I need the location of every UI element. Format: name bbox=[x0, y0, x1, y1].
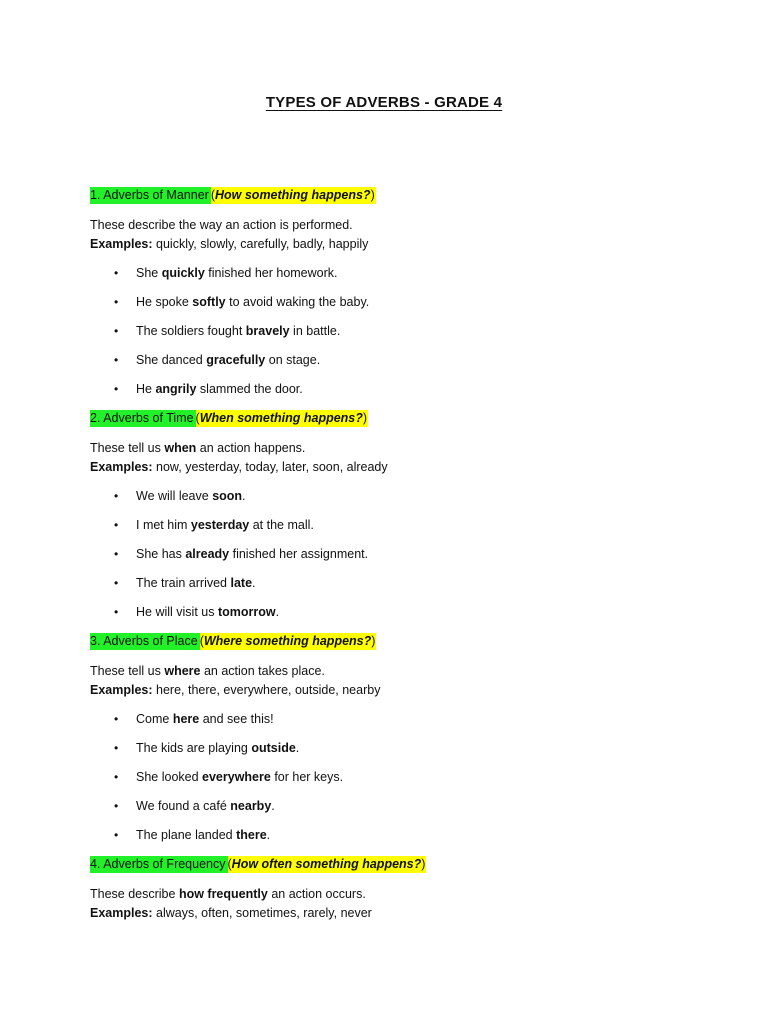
description-line: These describe the way an action is performed. bbox=[90, 218, 353, 232]
examples-label: Examples: bbox=[90, 460, 153, 474]
bullet-icon: • bbox=[114, 576, 119, 590]
section-adverbs-of-place bbox=[90, 632, 690, 855]
section-heading bbox=[90, 186, 690, 204]
examples-line bbox=[90, 235, 690, 254]
description-line: These describe how frequently an action occurs. bbox=[90, 887, 366, 901]
examples-list: always, often, sometimes, rarely, never bbox=[156, 906, 372, 920]
description-line: These tell us when an action happens. bbox=[90, 441, 306, 455]
section-heading-question: (How often something happens?) bbox=[227, 856, 426, 871]
section-adverbs-of-frequency bbox=[90, 855, 690, 923]
list-item: • He spoke softly to avoid waking the baby. bbox=[90, 293, 690, 322]
bullet-icon: • bbox=[114, 266, 119, 280]
section-heading-label: 4. Adverbs of Frequency bbox=[90, 856, 226, 871]
list-item: • The train arrived late. bbox=[90, 574, 690, 603]
list-item: • He will visit us tomorrow. bbox=[90, 603, 690, 632]
bullet-icon: • bbox=[114, 353, 119, 367]
section-heading bbox=[90, 632, 690, 650]
bullet-icon: • bbox=[114, 741, 119, 755]
page-title-text: TYPES OF ADVERBS - GRADE 4 bbox=[265, 94, 503, 111]
examples-label: Examples: bbox=[90, 906, 153, 920]
bullet-icon: • bbox=[114, 770, 119, 784]
bullet-icon: • bbox=[114, 295, 119, 309]
bullet-icon: • bbox=[114, 828, 119, 842]
example-sentences-list bbox=[90, 264, 690, 409]
bullet-icon: • bbox=[114, 605, 119, 619]
examples-line bbox=[90, 904, 690, 923]
examples-list: now, yesterday, today, later, soon, already bbox=[156, 460, 388, 474]
list-item: • We found a café nearby. bbox=[90, 797, 690, 826]
section-heading-label: 2. Adverbs of Time bbox=[90, 410, 194, 425]
list-item: • The kids are playing outside. bbox=[90, 739, 690, 768]
bullet-icon: • bbox=[114, 547, 119, 561]
examples-line bbox=[90, 681, 690, 700]
section-heading-question: (When something happens?) bbox=[195, 410, 368, 425]
section-description bbox=[90, 439, 690, 477]
list-item: • He angrily slammed the door. bbox=[90, 380, 690, 409]
list-item: • She has already finished her assignment. bbox=[90, 545, 690, 574]
section-heading bbox=[90, 409, 690, 427]
bullet-icon: • bbox=[114, 382, 119, 396]
section-adverbs-of-manner bbox=[90, 186, 690, 409]
examples-label: Examples: bbox=[90, 683, 153, 697]
examples-list: here, there, everywhere, outside, nearby bbox=[156, 683, 381, 697]
page-title bbox=[0, 94, 768, 112]
list-item: • Come here and see this! bbox=[90, 710, 690, 739]
section-description bbox=[90, 662, 690, 700]
list-item: • I met him yesterday at the mall. bbox=[90, 516, 690, 545]
section-description bbox=[90, 216, 690, 254]
section-description bbox=[90, 885, 690, 923]
bullet-icon: • bbox=[114, 324, 119, 338]
list-item: • She danced gracefully on stage. bbox=[90, 351, 690, 380]
section-heading-question: (Where something happens?) bbox=[199, 633, 376, 648]
example-sentences-list bbox=[90, 710, 690, 855]
list-item: • The soldiers fought bravely in battle. bbox=[90, 322, 690, 351]
list-item: • The plane landed there. bbox=[90, 826, 690, 855]
list-item: • She looked everywhere for her keys. bbox=[90, 768, 690, 797]
section-adverbs-of-time bbox=[90, 409, 690, 632]
section-heading-label: 3. Adverbs of Place bbox=[90, 633, 198, 648]
examples-label: Examples: bbox=[90, 237, 153, 251]
description-line: These tell us where an action takes place. bbox=[90, 664, 325, 678]
bullet-icon: • bbox=[114, 518, 119, 532]
examples-list: quickly, slowly, carefully, badly, happily bbox=[156, 237, 369, 251]
list-item: • We will leave soon. bbox=[90, 487, 690, 516]
document-content bbox=[90, 186, 690, 923]
example-sentences-list bbox=[90, 487, 690, 632]
examples-line bbox=[90, 458, 690, 477]
bullet-icon: • bbox=[114, 489, 119, 503]
section-heading-label: 1. Adverbs of Manner bbox=[90, 187, 209, 202]
bullet-icon: • bbox=[114, 799, 119, 813]
list-item: • She quickly finished her homework. bbox=[90, 264, 690, 293]
section-heading bbox=[90, 855, 690, 873]
section-heading-question: (How something happens?) bbox=[210, 187, 375, 202]
bullet-icon: • bbox=[114, 712, 119, 726]
